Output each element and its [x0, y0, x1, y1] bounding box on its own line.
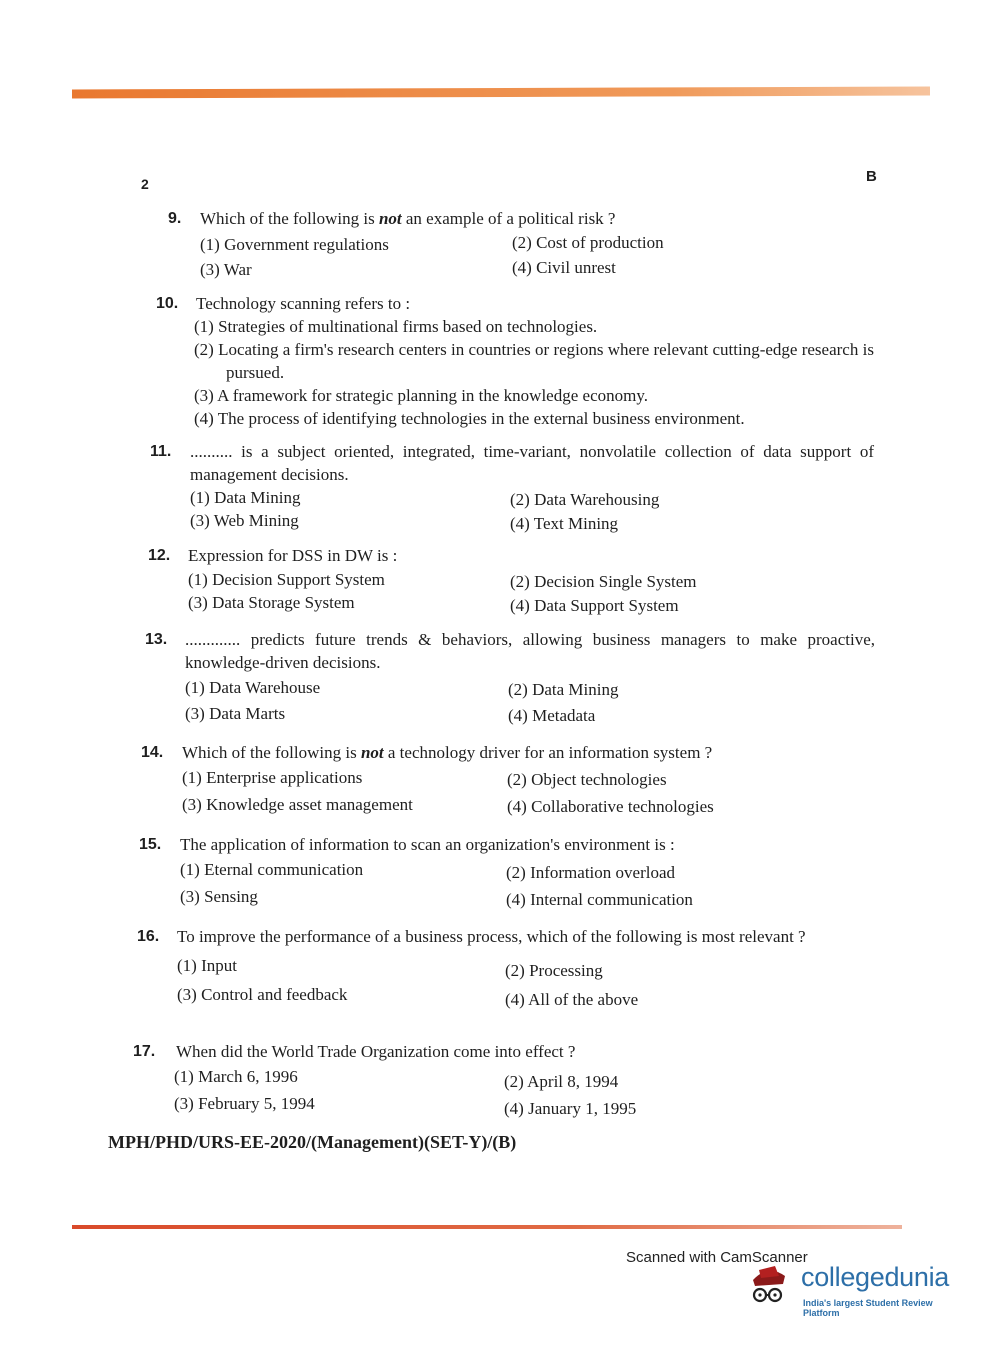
- option-3: (3) February 5, 1994: [174, 1094, 315, 1113]
- question-13: [145, 628, 875, 726]
- question-number: 9.: [168, 210, 182, 227]
- question-10: [156, 292, 874, 430]
- set-letter: B: [866, 168, 877, 185]
- option-1: (1) Data Mining: [190, 488, 301, 507]
- collegedunia-logo: [745, 1258, 970, 1318]
- option-2: (2) Object technologies: [507, 770, 667, 789]
- question-text: .......... is a subject oriented, integrated, time-variant, nonvolatile collection of data support of management decisions.: [190, 442, 874, 484]
- option-2: (2) Data Warehousing: [510, 490, 660, 509]
- option-4: (4) Data Support System: [510, 596, 679, 615]
- option-1: (1) Strategies of multinational firms based on technologies.: [194, 317, 598, 336]
- option-2: (2) Decision Single System: [510, 572, 697, 591]
- option-1: (1) Enterprise applications: [182, 768, 363, 787]
- options: [182, 764, 861, 816]
- option-4: (4) Metadata: [508, 706, 596, 725]
- option-3: (3) A framework for strategic planning in the knowledge economy.: [194, 386, 648, 405]
- options: [177, 954, 879, 1008]
- option-4: (4) Collaborative technologies: [507, 797, 714, 816]
- question-number: 10.: [156, 295, 179, 312]
- question-number: 13.: [145, 631, 168, 648]
- option-3: (3) Sensing: [180, 887, 258, 906]
- option-2: (2) April 8, 1994: [504, 1072, 619, 1091]
- option-3: (3) Knowledge asset management: [182, 795, 413, 814]
- option-3: (3) Data Marts: [185, 704, 286, 723]
- option-3: (3) Data Storage System: [188, 593, 355, 612]
- question-text: Which of the following is not an example of a political risk ?: [200, 209, 616, 228]
- option-4: (4) Internal communication: [506, 890, 693, 909]
- question-9: [168, 207, 868, 280]
- question-number: 12.: [148, 547, 171, 564]
- question-11: [150, 440, 874, 534]
- option-2: (2) Locating a firm's research centers in countries or regions where relevant cutting-edge research is pursued.: [194, 340, 874, 382]
- scanned-with-text: Scanned with CamScanner: [626, 1249, 808, 1266]
- options: [188, 567, 868, 615]
- question-number: 11.: [150, 443, 172, 460]
- question-number: 16.: [137, 928, 160, 945]
- option-4: (4) The process of identifying technologies in the external business environment.: [194, 409, 745, 428]
- option-2: (2) Information overload: [506, 863, 675, 882]
- question-14: [141, 741, 861, 816]
- question-text: Expression for DSS in DW is :: [188, 546, 398, 565]
- question-text: Technology scanning refers to :: [196, 294, 411, 313]
- logo-tagline: India's largest Student Review Platform: [803, 1298, 933, 1318]
- option-2: (2) Data Mining: [508, 680, 619, 699]
- option-1: (1) Government regulations: [200, 235, 389, 254]
- option-4: (4) Text Mining: [510, 514, 619, 533]
- option-1: (1) Input: [177, 956, 237, 975]
- question-text: ............. predicts future trends & behaviors, allowing business managers to make proactive, knowledge-driven decisions.: [185, 630, 875, 672]
- question-16: [137, 925, 879, 1008]
- question-number: 15.: [139, 836, 162, 853]
- question-12: [148, 544, 868, 615]
- page-number: 2: [141, 176, 149, 192]
- bottom-red-rule: [72, 1225, 902, 1229]
- options: [190, 486, 874, 534]
- question-text: Which of the following is not a technology driver for an information system ?: [182, 743, 713, 762]
- options: [174, 1063, 853, 1117]
- question-text: When did the World Trade Organization come into effect ?: [176, 1042, 576, 1061]
- option-2: (2) Cost of production: [512, 233, 664, 252]
- option-4: (4) Civil unrest: [512, 258, 616, 277]
- top-orange-rule: [72, 87, 930, 99]
- options: [180, 856, 859, 910]
- option-2: (2) Processing: [505, 961, 603, 980]
- question-text: To improve the performance of a business process, which of the following is most relevant ?: [177, 927, 806, 946]
- options: [185, 674, 875, 726]
- option-1: (1) Decision Support System: [188, 570, 385, 589]
- paper-code: MPH/PHD/URS-EE-2020/(Management)(SET-Y)/(B): [108, 1132, 517, 1152]
- option-4: (4) January 1, 1995: [504, 1099, 637, 1118]
- mascot-icon: [745, 1262, 791, 1308]
- option-3: (3) Web Mining: [190, 511, 299, 530]
- question-17: [133, 1040, 853, 1117]
- option-1: (1) March 6, 1996: [174, 1067, 298, 1086]
- question-15: [139, 833, 859, 910]
- option-4: (4) All of the above: [505, 990, 639, 1009]
- logo-name: collegedunia: [801, 1262, 950, 1292]
- option-3: (3) Control and feedback: [177, 985, 348, 1004]
- options: [200, 230, 868, 280]
- question-text: The application of information to scan an organization's environment is :: [180, 835, 675, 854]
- option-1: (1) Data Warehouse: [185, 678, 321, 697]
- question-number: 17.: [133, 1043, 156, 1060]
- question-number: 14.: [141, 744, 164, 761]
- option-3: (3) War: [200, 260, 252, 279]
- option-1: (1) Eternal communication: [180, 860, 364, 879]
